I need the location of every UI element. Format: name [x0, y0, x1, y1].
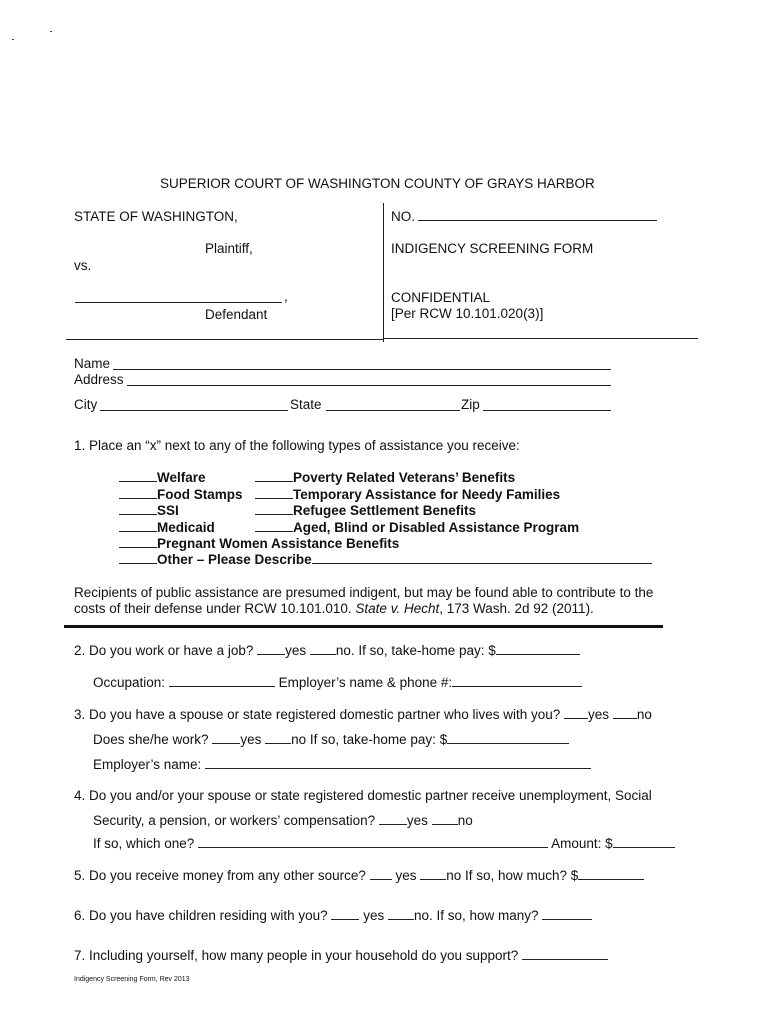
city-field[interactable]	[100, 410, 288, 411]
q4-no-field[interactable]	[432, 813, 458, 825]
caption-divider	[383, 203, 384, 342]
assistance-option-veterans[interactable]: Poverty Related Veterans’ Benefits	[255, 470, 515, 485]
q7-line: 7. Including yourself, how many people in your household do you support?	[74, 948, 608, 963]
q6-yes-field[interactable]	[331, 908, 359, 920]
q4-line-2: Security, a pension, or workers’ compensation? yes no	[93, 813, 473, 828]
assistance-option-aged-blind[interactable]: Aged, Blind or Disabled Assistance Program	[255, 520, 579, 535]
form-title: INDIGENCY SCREENING FORM	[391, 241, 594, 256]
q3-line: 3. Do you have a spouse or state registered domestic partner who lives with you? yes no	[74, 707, 652, 722]
q3-pay-field[interactable]	[447, 732, 569, 744]
state-label: STATE OF WASHINGTON,	[74, 209, 238, 224]
q4-question: 4. Do you and/or your spouse or state registered domestic partner receive unemployment, Social	[74, 788, 652, 803]
q3-work-line: Does she/he work? yes no If so, take-home pay: $	[93, 732, 569, 747]
checkbox-line[interactable]	[119, 552, 157, 564]
q3-work-no-field[interactable]	[265, 732, 291, 744]
assistance-option-refugee[interactable]: Refugee Settlement Benefits	[255, 503, 476, 518]
other-describe-field[interactable]	[312, 552, 652, 564]
confidential-label: CONFIDENTIAL	[391, 290, 491, 305]
state-field[interactable]	[326, 410, 460, 411]
section-divider	[64, 625, 663, 628]
q5-amount-field[interactable]	[578, 868, 644, 880]
notice-line-1: Recipients of public assistance are presumed indigent, but may be found able to contribute to the	[74, 585, 654, 600]
q3-yes-field[interactable]	[564, 707, 588, 719]
q2-line: 2. Do you work or have a job? yes no. If so, take-home pay: $	[74, 643, 580, 658]
assistance-option-medicaid[interactable]: Medicaid	[119, 520, 215, 535]
name-label: Name	[74, 356, 111, 371]
q3-employer-line: Employer’s name:	[93, 757, 591, 772]
defendant-label: Defendant	[205, 307, 268, 322]
defendant-name-line[interactable]	[75, 302, 282, 303]
form-revision: Indigency Screening Form, Rev 2013	[74, 976, 190, 983]
q5-line: 5. Do you receive money from any other source? yes no If so, how much? $	[74, 868, 644, 883]
assistance-option-ssi[interactable]: SSI	[119, 503, 179, 518]
q5-yes-field[interactable]	[370, 868, 392, 880]
occupation-field[interactable]	[169, 675, 275, 687]
q3-work-yes-field[interactable]	[212, 732, 240, 744]
plaintiff-label: Plaintiff,	[205, 241, 253, 256]
checkbox-line[interactable]	[255, 470, 293, 482]
assistance-option-tanf[interactable]: Temporary Assistance for Needy Families	[255, 487, 560, 502]
case-no-field[interactable]	[418, 220, 657, 221]
address-label: Address	[74, 372, 124, 387]
assistance-option-food-stamps[interactable]: Food Stamps	[119, 487, 243, 502]
case-citation: State v. Hecht	[355, 601, 440, 616]
benefit-source-field[interactable]	[198, 836, 548, 848]
assistance-option-welfare[interactable]: Welfare	[119, 470, 206, 485]
q2-occupation-line: Occupation: Employer’s name & phone #:	[93, 675, 582, 690]
checkbox-line[interactable]	[119, 536, 157, 548]
q1-question: 1. Place an “x” next to any of the following types of assistance you receive:	[74, 438, 520, 453]
assistance-option-pregnant[interactable]: Pregnant Women Assistance Benefits	[119, 536, 399, 551]
caption-bottom-right	[383, 338, 698, 339]
q6-no-field[interactable]	[388, 908, 414, 920]
vs-label: vs.	[74, 258, 92, 273]
defendant-comma: ,	[284, 289, 288, 304]
q5-no-field[interactable]	[420, 868, 446, 880]
name-field[interactable]	[113, 369, 611, 370]
rcw-reference: [Per RCW 10.101.020(3)]	[391, 306, 544, 321]
employer-phone-field[interactable]	[452, 675, 582, 687]
q4-yes-field[interactable]	[379, 813, 407, 825]
checkbox-line[interactable]	[255, 520, 293, 532]
q2-yes-field[interactable]	[257, 643, 285, 655]
checkbox-line[interactable]	[119, 470, 157, 482]
court-title: SUPERIOR COURT OF WASHINGTON COUNTY OF GRAYS HARBOR	[160, 176, 595, 191]
q6-line: 6. Do you have children residing with you? yes no. If so, how many?	[74, 908, 592, 923]
spouse-employer-field[interactable]	[205, 757, 591, 769]
zip-label: Zip	[461, 397, 480, 412]
q2-pay-field[interactable]	[496, 643, 580, 655]
checkbox-line[interactable]	[119, 487, 157, 499]
address-field[interactable]	[127, 385, 611, 386]
scan-speck	[50, 31, 52, 32]
q3-no-field[interactable]	[613, 707, 637, 719]
q2-no-field[interactable]	[310, 643, 336, 655]
household-count-field[interactable]	[522, 948, 608, 960]
checkbox-line[interactable]	[119, 503, 157, 515]
benefit-amount-field[interactable]	[613, 836, 675, 848]
city-label: City	[74, 397, 98, 412]
q4-which-line: If so, which one? Amount: $	[93, 836, 675, 851]
assistance-option-other[interactable]: Other – Please Describe	[119, 552, 652, 567]
notice-line-2: costs of their defense under RCW 10.101.010. State v. Hecht, 173 Wash. 2d 92 (2011).	[74, 601, 594, 616]
checkbox-line[interactable]	[255, 487, 293, 499]
checkbox-line[interactable]	[255, 503, 293, 515]
state-field-label: State	[290, 397, 322, 412]
case-no-label: NO.	[391, 209, 416, 224]
scan-speck	[12, 39, 14, 40]
caption-bottom-left	[66, 339, 383, 340]
children-count-field[interactable]	[542, 908, 592, 920]
zip-field[interactable]	[483, 410, 611, 411]
checkbox-line[interactable]	[119, 520, 157, 532]
